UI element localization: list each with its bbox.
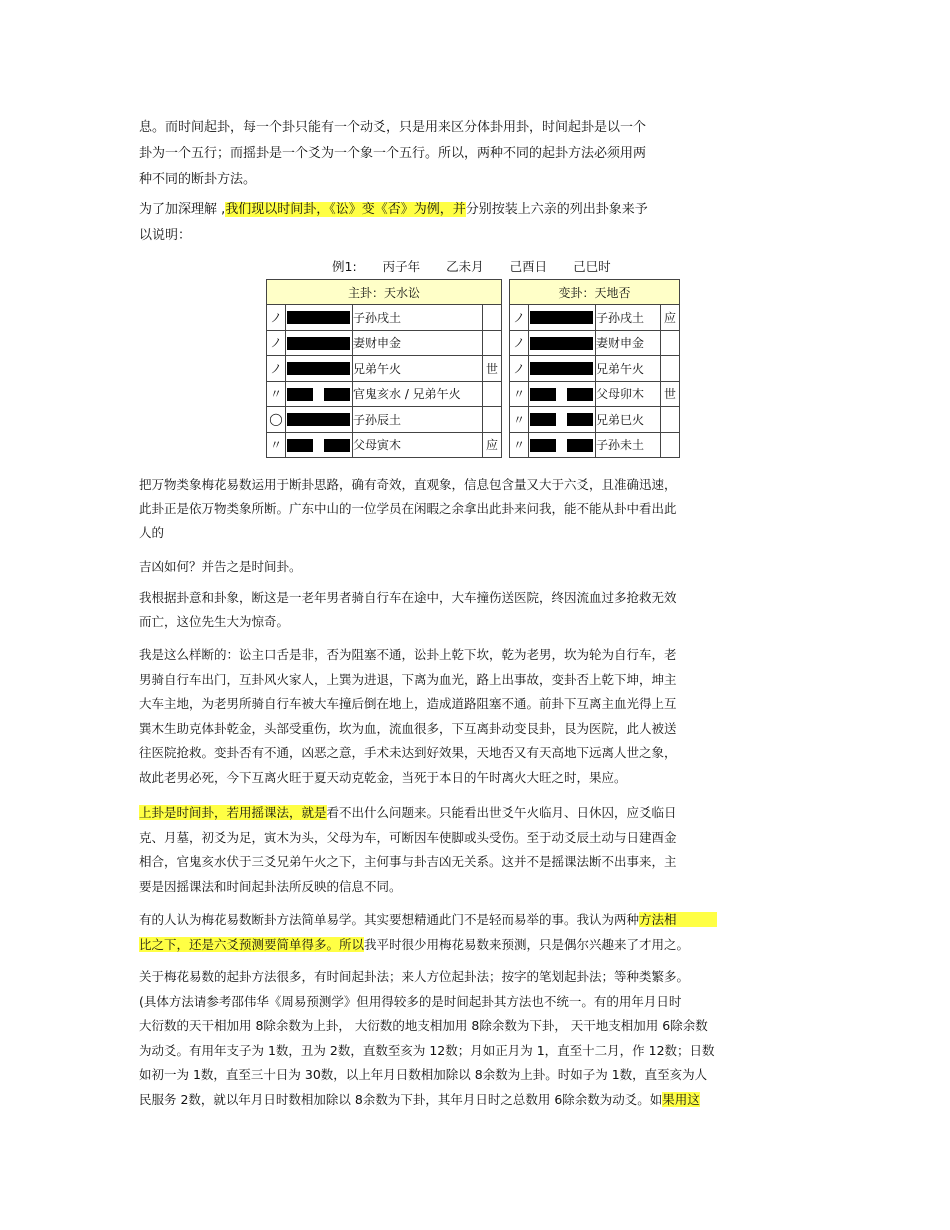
yao-mark: ◯ bbox=[267, 407, 286, 433]
highlighted-text: 比之下，还是六爻预测要简单得多。所以 bbox=[139, 936, 365, 952]
text-line: 息。而时间起卦，每一个卦只能有一个动爻，只是用来区分体卦用卦，时间起卦是以一个 bbox=[139, 120, 647, 135]
text-line: 人的 bbox=[139, 525, 165, 540]
shi-ying-marker bbox=[661, 407, 680, 433]
highlighted-text: 方法相 bbox=[639, 912, 717, 927]
text-line: 为动爻。有用年支子为 1数，丑为 2数，直数至亥为 12数；月如正月为 1，直至十二月，作 12数；日数 bbox=[139, 1042, 715, 1058]
yang-line bbox=[530, 362, 593, 375]
text-line: 如初一为 1数，直至三十日为 30数，以上年月日数相加除以 8余数为上卦。时如子为 1数，直至亥为人 bbox=[139, 1067, 708, 1082]
yao-row bbox=[267, 330, 502, 356]
yao-mark: ノ bbox=[267, 356, 286, 382]
comparison-paragraph bbox=[139, 801, 809, 899]
analysis-paragraph bbox=[139, 473, 809, 545]
text-fragment: 看不出什么问题来。只能看出世爻午火临月、日休囚，应爻临日 bbox=[326, 805, 677, 820]
text-fragment: 分别按装上六亲的列出卦象来予 bbox=[465, 202, 648, 217]
text-line bbox=[139, 197, 809, 223]
intro-paragraph bbox=[139, 115, 809, 193]
yin-line bbox=[530, 413, 593, 426]
text-line: 关于梅花易数的起卦方法很多，有时间起卦法；来人方位起卦法；按字的笔划起卦法；等种类繁多。 bbox=[139, 969, 690, 984]
liuqin-text: 兄弟午火 bbox=[596, 356, 661, 382]
liuqin-text: 子孙戌土 bbox=[353, 305, 483, 331]
yao-row bbox=[510, 305, 680, 331]
text-line: 要是因摇课法和时间起卦法所反映的信息不同。 bbox=[139, 878, 402, 894]
yang-line bbox=[287, 362, 350, 375]
text-line: 故此老男必死，今下互离火旺于夏天动克乾金，当死于本日的午时离火大旺之时，果应。 bbox=[139, 769, 627, 785]
yao-mark: 〃 bbox=[510, 432, 529, 458]
judgment-paragraph bbox=[139, 586, 809, 634]
yao-row bbox=[510, 381, 680, 407]
yao-line-cell bbox=[529, 381, 596, 407]
yao-mark: ノ bbox=[510, 356, 529, 382]
yao-row bbox=[510, 356, 680, 382]
yao-row bbox=[267, 407, 502, 433]
text-line: 以说明： bbox=[139, 228, 192, 243]
yao-line-cell bbox=[286, 305, 353, 331]
yao-line-cell bbox=[286, 330, 353, 356]
liuqin-text: 子孙戌土 bbox=[596, 305, 661, 331]
yao-row bbox=[267, 305, 502, 331]
yao-row bbox=[510, 407, 680, 433]
yao-line-cell bbox=[529, 432, 596, 458]
yin-line bbox=[530, 439, 593, 452]
text-line: 往医院抢救。变卦否有不通，凶恶之意，手术未达到好效果，天地否又有天高地下远离人世之象， bbox=[139, 745, 677, 760]
yin-line bbox=[530, 388, 593, 401]
yao-line-cell bbox=[286, 381, 353, 407]
shi-ying-marker bbox=[483, 305, 502, 331]
yao-mark: 〃 bbox=[510, 407, 529, 433]
yao-mark: ノ bbox=[510, 305, 529, 331]
text-line: 巽木生助克体卦乾金，头部受重伤，坎为血，流血很多，下互离卦动变艮卦，艮为医院，此人被送 bbox=[139, 720, 677, 736]
liuqin-text: 父母卯木 bbox=[596, 381, 661, 407]
shi-ying-marker: 世 bbox=[661, 381, 680, 407]
shi-ying-marker bbox=[661, 432, 680, 458]
text-line bbox=[139, 933, 809, 958]
text-fragment: 我平时很少用梅花易数来预测，只是偶尔兴趣来了才用之。 bbox=[364, 936, 690, 952]
highlighted-text: 我们现以时间卦，《讼》变《否》为例，并 bbox=[225, 202, 466, 217]
main-gua-table bbox=[266, 279, 502, 458]
text-line: (具体方法请参考邵伟华《周易预测学》但用得较多的是时间起卦其方法也不统一。有的用年月日时 bbox=[139, 993, 682, 1009]
shi-ying-marker bbox=[661, 330, 680, 356]
example-month: 乙未月 bbox=[446, 259, 484, 274]
text-line: 卦为一个五行；而摇卦是一个爻为一个象一个五行。所以，两种不同的起卦方法必须用两 bbox=[139, 146, 647, 161]
liuqin-text: 子孙辰土 bbox=[353, 407, 483, 433]
text-line bbox=[139, 801, 809, 826]
yao-row bbox=[510, 330, 680, 356]
yao-line-cell bbox=[529, 407, 596, 433]
text-line: 而亡，这位先生大为惊奇。 bbox=[139, 614, 290, 629]
liuqin-text: 兄弟巳火 bbox=[596, 407, 661, 433]
text-line: 此卦正是依万物类象所断。广东中山的一位学员在闲暇之余拿出此卦来问我，能不能从卦中看出此 bbox=[139, 501, 677, 516]
yang-line bbox=[287, 311, 350, 324]
example-day: 己酉日 bbox=[509, 259, 548, 274]
example-year: 丙子年 bbox=[382, 259, 421, 274]
yin-line bbox=[287, 439, 350, 452]
text-line: 我是这么样断的：讼主口舌是非，否为阻塞不通，讼卦上乾下坎，乾为老男，坎为轮为自行车，老 bbox=[139, 647, 677, 662]
yao-line-cell bbox=[529, 330, 596, 356]
yin-line bbox=[287, 388, 350, 401]
shi-ying-marker: 世 bbox=[483, 356, 502, 382]
deepen-paragraph bbox=[139, 197, 809, 249]
yang-line bbox=[287, 413, 350, 426]
text-line: 种不同的断卦方法。 bbox=[139, 172, 257, 187]
yang-line bbox=[530, 337, 593, 350]
shi-ying-marker bbox=[661, 356, 680, 382]
yao-line-cell bbox=[286, 407, 353, 433]
yao-mark: 〃 bbox=[510, 381, 529, 407]
text-line: 吉凶如何？并告之是时间卦。 bbox=[139, 559, 302, 574]
text-line bbox=[139, 1088, 809, 1113]
highlighted-text: 果用这 bbox=[662, 1091, 700, 1107]
yang-line bbox=[287, 337, 350, 350]
example-hour: 己巳时 bbox=[573, 259, 611, 274]
yao-mark: ノ bbox=[267, 305, 286, 331]
yao-row bbox=[510, 432, 680, 458]
shi-ying-marker bbox=[483, 330, 502, 356]
liuqin-text: 妻财申金 bbox=[596, 330, 661, 356]
yao-mark: ノ bbox=[510, 330, 529, 356]
yao-row bbox=[267, 381, 502, 407]
main-gua-title: 主卦：天水讼 bbox=[267, 280, 502, 305]
text-line bbox=[139, 908, 809, 933]
shi-ying-marker: 应 bbox=[661, 305, 680, 331]
text-fragment: 有的人认为梅花易数断卦方法简单易学。其实要想精通此门不是轻而易举的事。我认为两种 bbox=[139, 912, 640, 927]
yao-line-cell bbox=[286, 432, 353, 458]
liuqin-text: 官鬼亥水 / 兄弟午火 bbox=[353, 381, 483, 407]
text-line: 相合，官鬼亥水伏于三爻兄弟午火之下，主何事与卦吉凶无关系。这并不是摇课法断不出事来，主 bbox=[139, 854, 677, 869]
text-line: 男骑自行车出门，互卦风火家人，上巽为进退，下离为血光，路上出事故，变卦否上乾下坤，坤主 bbox=[139, 671, 677, 687]
liuqin-text: 兄弟午火 bbox=[353, 356, 483, 382]
yang-line bbox=[530, 311, 593, 324]
text-fragment: 为了加深理解 , bbox=[139, 202, 226, 217]
shi-ying-marker: 应 bbox=[483, 432, 502, 458]
methods-paragraph bbox=[139, 965, 809, 1112]
yao-mark: 〃 bbox=[267, 381, 286, 407]
example-header bbox=[332, 257, 633, 275]
changed-gua-table bbox=[509, 279, 680, 458]
yao-row bbox=[267, 356, 502, 382]
text-line: 大衍数的天干相加用 8除余数为上卦， 大衍数的地支相加用 8除余数为下卦， 天干地支相加用 6除余数 bbox=[139, 1018, 708, 1033]
shi-ying-marker bbox=[483, 407, 502, 433]
highlighted-text: 上卦是时间卦，若用摇课法，就是 bbox=[139, 805, 327, 820]
text-fragment: 民服务 2数，就以年月日时数相加除以 8余数为下卦，其年月日时之总数用 6除余数为动爻。如 bbox=[139, 1091, 663, 1107]
text-line: 克、月墓，初爻为足，寅木为头，父母为车，可断因车使脚或头受伤。至于动爻辰土动与日建酉金 bbox=[139, 829, 677, 845]
reasoning-paragraph bbox=[139, 643, 809, 790]
yao-mark: ノ bbox=[267, 330, 286, 356]
text-line: 我根据卦意和卦象，断这是一老年男者骑自行车在途中，大车撞伤送医院，终因流血过多抢救无效 bbox=[139, 590, 677, 605]
question-paragraph bbox=[139, 555, 809, 579]
yao-line-cell bbox=[286, 356, 353, 382]
yao-line-cell bbox=[529, 356, 596, 382]
yao-mark: 〃 bbox=[267, 432, 286, 458]
yao-row bbox=[267, 432, 502, 458]
yao-line-cell bbox=[529, 305, 596, 331]
liuqin-text: 子孙未土 bbox=[596, 432, 661, 458]
text-line: 大车主地，为老男所骑自行车被大车撞后倒在地上，造成道路阻塞不通。前卦下互离主血光得上互 bbox=[139, 696, 677, 711]
opinion-paragraph bbox=[139, 908, 809, 957]
liuqin-text: 父母寅木 bbox=[353, 432, 483, 458]
changed-gua-title: 变卦：天地否 bbox=[510, 280, 680, 305]
shi-ying-marker bbox=[483, 381, 502, 407]
example-label: 例1: bbox=[332, 259, 357, 274]
liuqin-text: 妻财申金 bbox=[353, 330, 483, 356]
text-line: 把万物类象梅花易数运用于断卦思路，确有奇效，直观象，信息包含量又大于六爻，且准确迅速， bbox=[139, 477, 677, 492]
